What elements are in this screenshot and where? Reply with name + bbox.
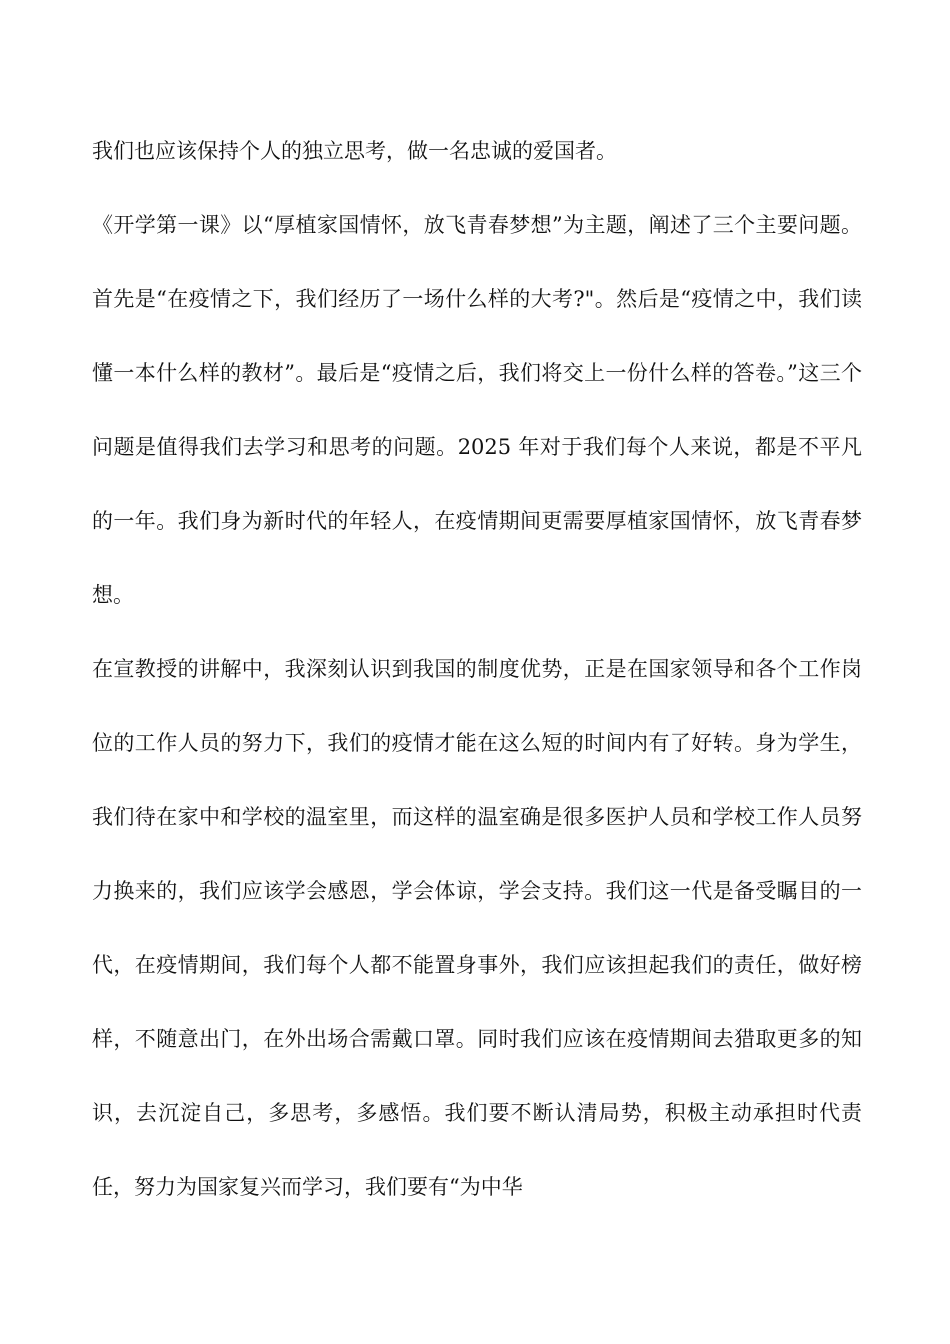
document-body [92, 114, 862, 1224]
paragraph-3: 在宣教授的讲解中，我深刻认识到我国的制度优势，正是在国家领导和各个工作岗位的工作人员的努力下，我们的疫情才能在这么短的时间内有了好转。身为学生，我们待在家中和学校的温室里，而这样的温室确是很多医护人员和学校工作人员努力换来的，我们应该学会感恩，学会体谅，学会支持。我们这一代是备受瞩目的一代，在疫情期间，我们每个人都不能置身事外，我们应该担起我们的责任，做好榜样，不随意出门，在外出场合需戴口罩。同时我们应该在疫情期间去猎取更多的知识，去沉淀自己，多思考，多感悟。我们要不断认清局势，积极主动承担时代责任，努力为国家复兴而学习，我们要有“为中华 [92, 657, 862, 1199]
paragraph-1: 我们也应该保持个人的独立思考，做一名忠诚的爱国者。 [92, 139, 617, 163]
paragraph-2: 《开学第一课》以“厚植家国情怀，放飞青春梦想”为主题，阐述了三个主要问题。首先是“在疫情之下，我们经历了一场什么样的大考?"。然后是“疫情之中，我们读懂一本什么样的教材”。最后是“疫情之后，我们将交上一份什么样的答卷。”这三个问题是值得我们去学习和思考的问题。2025 年对于我们每个人来说，都是不平凡的一年。我们身为新时代的年轻人，在疫情期间更需要厚植家国情怀，放飞青春梦想。 [92, 213, 862, 607]
